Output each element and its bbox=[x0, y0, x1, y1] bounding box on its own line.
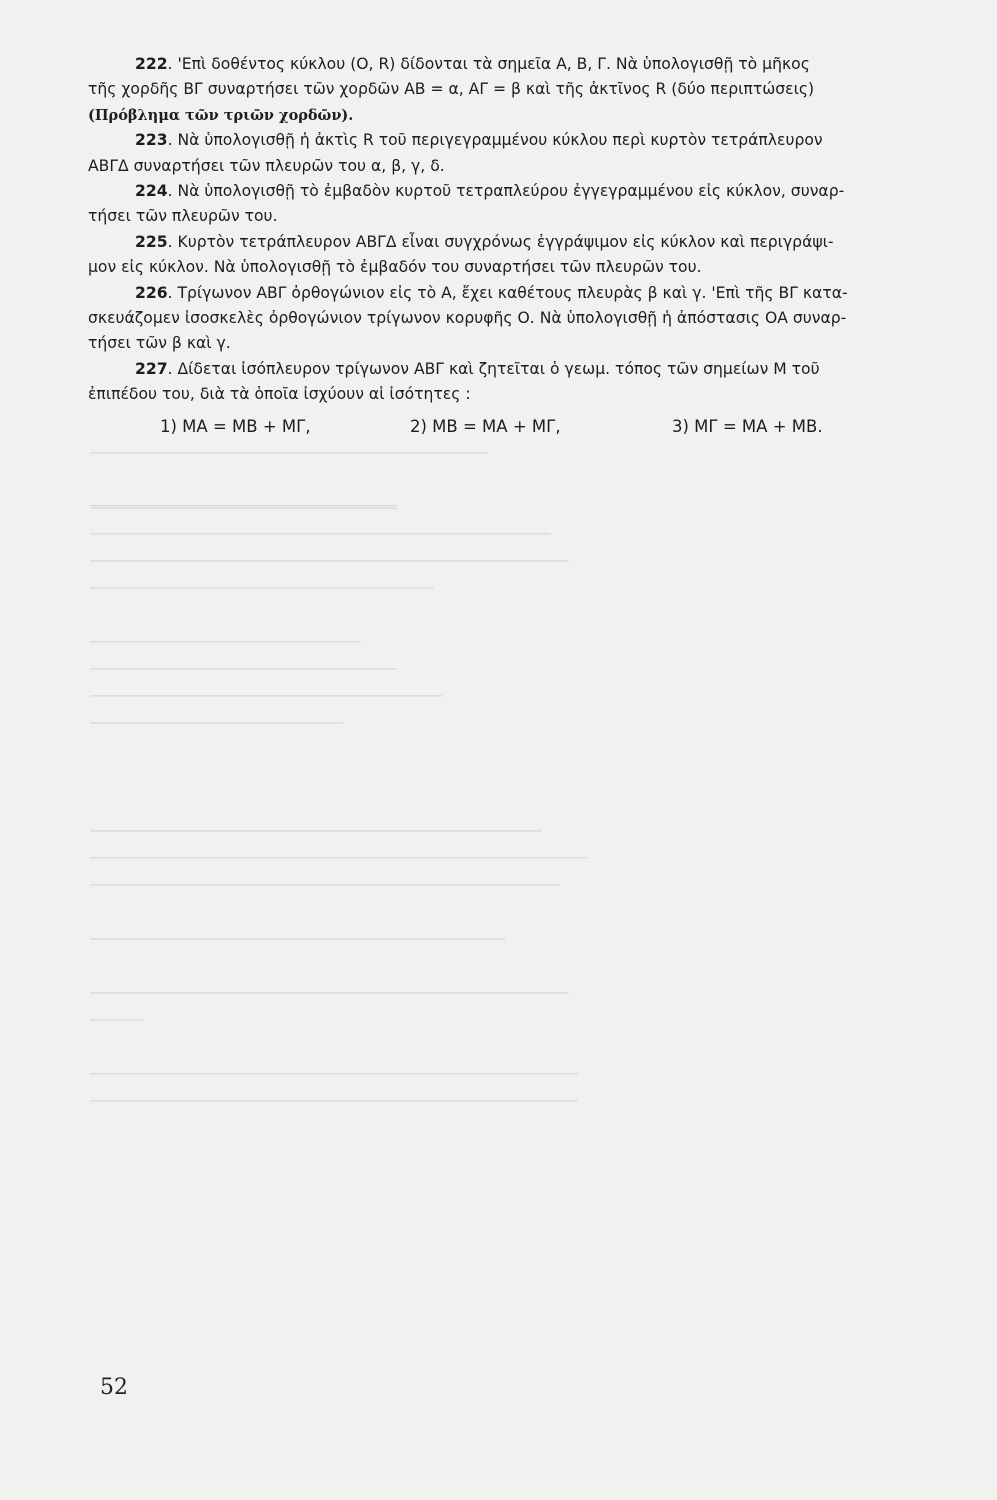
problem-text-line: τήσει τῶν β καὶ γ. bbox=[88, 334, 231, 353]
problem-number: 223 bbox=[135, 131, 168, 150]
problem-text-line: τῆς χορδῆς ΒΓ συναρτήσει τῶν χορδῶν AB = α, ΑΓ = β καὶ τῆς ἀκτῖνος R (δύο περιπτώσεις) bbox=[88, 80, 815, 99]
problem-225: 225. Κυρτὸν τετράπλευρον ΑΒΓΔ εἶναι συγχρόνως ἐγγράψιμον εἰς κύκλον καὶ περιγράψι- μον εἰς κύκλον. Νὰ ὑπολογισθῇ τὸ ἐμβαδόν του συναρτήσει τῶν πλευρῶν του. bbox=[88, 232, 834, 277]
problem-226: 226. Τρίγωνον ΑΒΓ ὀρθογώνιον εἰς τὸ A, ἔχει καθέτους πλευρὰς β καὶ γ. 'Επὶ τῆς ΒΓ κατα- σκευάζομεν ἰσοσκελὲς ὀρθογώνιον τρίγωνον κορυφῆς Ο. Νὰ ὑπολογισθῇ ἡ ἀπόστασις ΟΑ συναρ- τήσει τῶν β καὶ γ. bbox=[88, 283, 848, 353]
equalities-row bbox=[88, 414, 973, 439]
problem-text-line: σκευάζομεν ἰσοσκελὲς ὀρθογώνιον τρίγωνον κορυφῆς Ο. Νὰ ὑπολογισθῇ ἡ ἀπόστασις ΟΑ συναρ- bbox=[88, 309, 847, 328]
equality-3: 3) ΜΓ = MA + MB. bbox=[672, 416, 823, 436]
equality-2: 2) MB = MA + ΜΓ, bbox=[410, 416, 561, 436]
problem-text-line: ἐπιπέδου του, διὰ τὰ ὁποῖα ἰσχύουν αἱ ἰσότητες : bbox=[88, 385, 471, 404]
problem-text-line: Νὰ ὑπολογισθῇ τὸ ἐμβαδὸν κυρτοῦ τετραπλεύρου ἐγγεγραμμένου εἰς κύκλον, συναρ- bbox=[177, 182, 845, 201]
problem-222: 222. 'Επὶ δοθέντος κύκλου (O, R) δίδονται τὰ σημεῖα A, B, Γ. Νὰ ὑπολογισθῇ τὸ μῆκος τῆς χορδῆς ΒΓ συναρτήσει τῶν χορδῶν AB = α, ΑΓ = β καὶ τῆς ἀκτῖνος R (δύο περιπτώσεις) (Πρόβλημα τῶν τριῶν χορδῶν). bbox=[88, 55, 815, 124]
problem-text-line: Νὰ ὑπολογισθῇ ἡ ἀκτὶς R τοῦ περιγεγραμμένου κύκλου περὶ κυρτὸν τετράπλευρον bbox=[177, 131, 823, 150]
problem-text-line: 'Επὶ δοθέντος κύκλου (O, R) δίδονται τὰ σημεῖα A, B, Γ. Νὰ ὑπολογισθῇ τὸ μῆκος bbox=[177, 55, 810, 73]
problem-number: 227 bbox=[135, 359, 168, 378]
problem-223: 223. Νὰ ὑπολογισθῇ ἡ ἀκτὶς R τοῦ περιγεγραμμένου κύκλου περὶ κυρτὸν τετράπλευρον ΑΒΓΔ συναρτήσει τῶν πλευρῶν του α, β, γ, δ. bbox=[88, 131, 823, 175]
problem-227: 227. Δίδεται ἰσόπλευρον τρίγωνον ΑΒΓ καὶ ζητεῖται ὁ γεωμ. τόπος τῶν σημείων Μ τοῦ ἐπιπέδου του, διὰ τὰ ὁποῖα ἰσχύουν αἱ ἰσότητες : 1) MA = MB + ΜΓ, 2) MB = MA + ΜΓ, 3) ΜΓ = MA + MB. bbox=[88, 357, 973, 439]
problem-224: 224. Νὰ ὑπολογισθῇ τὸ ἐμβαδὸν κυρτοῦ τετραπλεύρου ἐγγεγραμμένου εἰς κύκλον, συναρ- τήσει τῶν πλευρῶν του. bbox=[88, 182, 845, 226]
exercises-block bbox=[88, 52, 973, 439]
problem-text-line: Δίδεται ἰσόπλευρον τρίγωνον ΑΒΓ καὶ ζητεῖται ὁ γεωμ. τόπος τῶν σημείων Μ τοῦ bbox=[177, 359, 820, 378]
page-number: 52 bbox=[100, 1375, 128, 1400]
problem-text-line: Τρίγωνον ΑΒΓ ὀρθογώνιον εἰς τὸ A, ἔχει καθέτους πλευρὰς β καὶ γ. 'Επὶ τῆς ΒΓ κατα- bbox=[177, 283, 848, 302]
problem-text-line: Κυρτὸν τετράπλευρον ΑΒΓΔ εἶναι συγχρόνως ἐγγράψιμον εἰς κύκλον καὶ περιγράψι- bbox=[177, 232, 834, 251]
equality-1: 1) MA = MB + ΜΓ, bbox=[160, 416, 311, 436]
problem-number: 225 bbox=[135, 232, 168, 251]
bleed-through-text: ──────────────────────────────────────────── ══════════════════════════════════ ─────────────────────────────────────────────────── ───────────────────────────────────────────────────── ────────────────────────────────────── ────────────────────────────── ────────────────────────────────── ─────────────────────────────────────── ──────────────────────────── ────────────────────────────────────────────────── ─────────────────────────────────────────────────────── ──────────────────────────────────────────────────── ────────────────────────────────────────────── ───────────────────────────────────────────────────── ────── ────────────────────────────────────────────────────── ────────────────────────────────────────────────────── bbox=[90, 444, 587, 1110]
problem-subtitle: (Πρόβλημα τῶν τριῶν χορδῶν). bbox=[88, 106, 354, 124]
problem-number: 222 bbox=[135, 55, 168, 73]
problem-number: 224 bbox=[135, 182, 168, 201]
problem-text-line: τήσει τῶν πλευρῶν του. bbox=[88, 207, 278, 226]
problem-text-line: ΑΒΓΔ συναρτήσει τῶν πλευρῶν του α, β, γ, δ. bbox=[88, 156, 445, 175]
problem-number: 226 bbox=[135, 283, 168, 302]
problem-text-line: μον εἰς κύκλον. Νὰ ὑπολογισθῇ τὸ ἐμβαδόν του συναρτήσει τῶν πλευρῶν του. bbox=[88, 258, 702, 277]
